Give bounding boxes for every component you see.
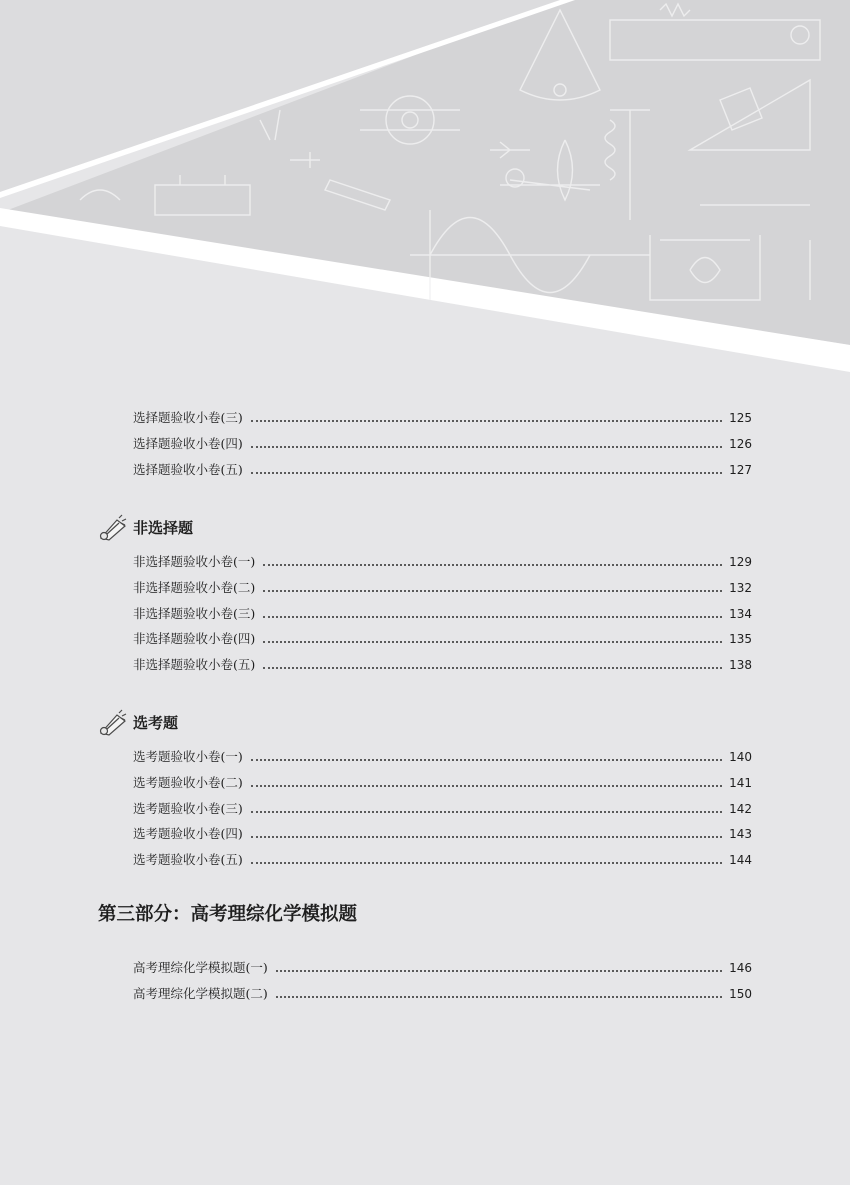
part-title: 第三部分：高考理综化学模拟题 xyxy=(98,904,358,925)
toc-entry-title: 选考题验收小卷(二) xyxy=(133,775,243,790)
header-banner xyxy=(0,0,850,372)
dot-leader xyxy=(276,970,722,972)
dot-leader xyxy=(251,472,722,474)
dot-leader xyxy=(251,785,722,787)
section-header-elective xyxy=(97,707,178,737)
dot-leader xyxy=(263,616,722,618)
toc-entry[interactable] xyxy=(133,458,752,478)
dot-leader xyxy=(263,667,722,669)
dot-leader xyxy=(263,564,722,566)
dot-leader xyxy=(276,996,722,998)
dot-leader xyxy=(251,759,722,761)
toc-entry-page: 144 xyxy=(729,853,752,867)
section-header-nonchoice xyxy=(97,512,193,542)
toc-entry[interactable] xyxy=(133,771,752,791)
toc-entry-page: 125 xyxy=(729,411,752,425)
toc-entry-title: 选考题验收小卷(五) xyxy=(133,852,243,867)
toc-entry[interactable] xyxy=(133,576,752,596)
toc-entry-title: 非选择题验收小卷(四) xyxy=(133,631,256,646)
toc-entry[interactable] xyxy=(133,848,752,868)
toc-entry-page: 134 xyxy=(729,607,752,621)
dot-leader xyxy=(251,862,722,864)
toc-entry-title: 非选择题验收小卷(一) xyxy=(133,554,256,569)
toc-entry-page: 127 xyxy=(729,463,752,477)
section-title: 非选择题 xyxy=(133,518,194,537)
toc-entry-title: 非选择题验收小卷(二) xyxy=(133,580,256,595)
toc-entry-page: 126 xyxy=(729,437,752,451)
toc-entry[interactable] xyxy=(133,822,752,842)
toc-entry-page: 142 xyxy=(729,802,752,816)
toc-entry-title: 选择题验收小卷(三) xyxy=(133,410,243,425)
toc-entry-page: 143 xyxy=(729,827,752,841)
toc-entry[interactable] xyxy=(133,602,752,622)
toc-entry[interactable] xyxy=(133,627,752,647)
toc-entry[interactable] xyxy=(133,982,752,1002)
toc-entry-title: 非选择题验收小卷(三) xyxy=(133,606,256,621)
toc-entry-page: 138 xyxy=(729,658,752,672)
toc-entry-page: 135 xyxy=(729,632,752,646)
dot-leader xyxy=(251,836,722,838)
toc-entry[interactable] xyxy=(133,432,752,452)
toc-entry[interactable] xyxy=(133,406,752,426)
diploma-scroll-icon xyxy=(97,707,129,737)
toc-entry[interactable] xyxy=(133,956,752,976)
toc-entry-page: 146 xyxy=(729,961,752,975)
toc-entry-title: 选择题验收小卷(四) xyxy=(133,436,243,451)
toc-entry[interactable] xyxy=(133,653,752,673)
dot-leader xyxy=(251,446,722,448)
section-title: 选考题 xyxy=(133,713,179,732)
toc-entry[interactable] xyxy=(133,745,752,765)
toc-entry-page: 141 xyxy=(729,776,752,790)
diploma-scroll-icon xyxy=(97,512,129,542)
toc-entry-title: 高考理综化学模拟题(二) xyxy=(133,986,268,1001)
toc-entry-page: 132 xyxy=(729,581,752,595)
dot-leader xyxy=(263,590,722,592)
toc-entry-title: 选考题验收小卷(一) xyxy=(133,749,243,764)
dot-leader xyxy=(251,811,722,813)
toc-entry-page: 129 xyxy=(729,555,752,569)
toc-entry-title: 非选择题验收小卷(五) xyxy=(133,657,256,672)
toc-entry-title: 选考题验收小卷(三) xyxy=(133,801,243,816)
toc-entry[interactable] xyxy=(133,797,752,817)
toc-entry-title: 选考题验收小卷(四) xyxy=(133,826,243,841)
toc-entry-page: 150 xyxy=(729,987,752,1001)
toc-entry-title: 高考理综化学模拟题(一) xyxy=(133,960,268,975)
toc-entry-page: 140 xyxy=(729,750,752,764)
dot-leader xyxy=(251,420,722,422)
toc-entry-title: 选择题验收小卷(五) xyxy=(133,462,243,477)
toc-entry[interactable] xyxy=(133,550,752,570)
dot-leader xyxy=(263,641,722,643)
